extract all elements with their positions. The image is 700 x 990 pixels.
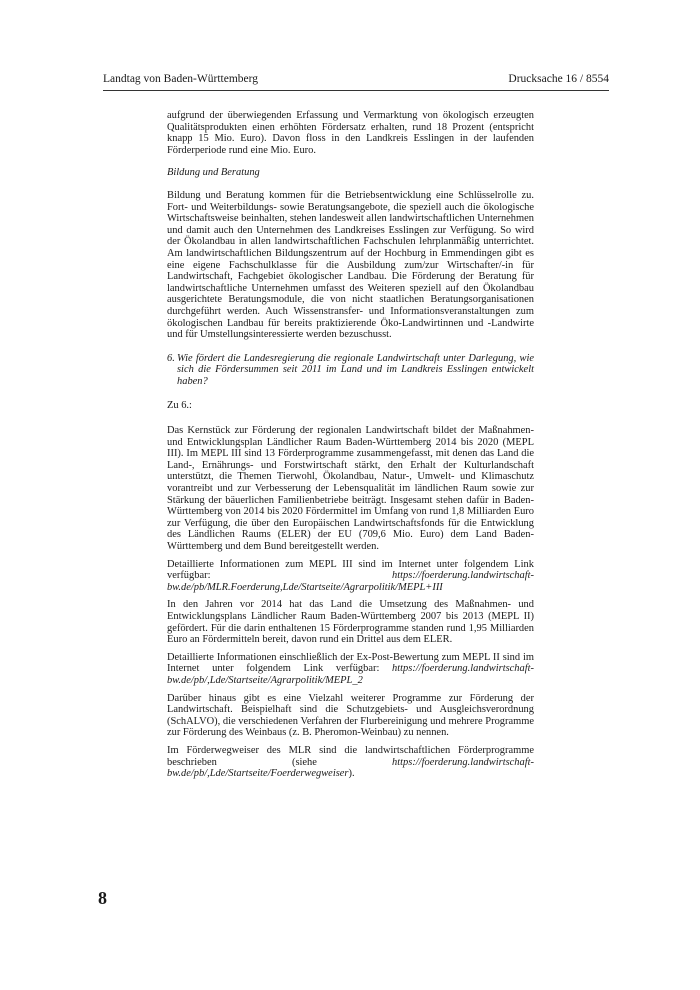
paragraph-mepl-ii: In den Jahren vor 2014 hat das Land die Umsetzung des Maßnahmen- und Entwicklungsplans Ländlicher Raum Baden-Württemberg 2007 bis 2013 (MEPL II) gefördert. Für die darin enthaltenen 15 Förderprogramme standen rund 1,95 Milliarden Euro an Fördermitteln bereit, davon rund ein Drittel aus dem ELER.: [167, 599, 534, 646]
question-text: Wie fördert die Landesregierung die regionale Landwirtschaft unter Darlegung, wie sich die Fördersummen seit 2011 im Land und im Landkreis Esslingen entwickelt haben?: [177, 352, 534, 387]
mepl-ii-link[interactable]: https://foerderung.landwirtschaft-bw.de/pb/,Lde/Startseite/Agrarpolitik/MEPL_2: [167, 663, 534, 686]
paragraph-education-advice: Bildung und Beratung kommen für die Betriebsentwicklung eine Schlüsselrolle zu. Fort- und Weiterbildungs- sowie Beratungsangebote, die speziell auch die ökologische Wirtschaftsweise beinhalten, stehen landesweit allen landwirtschaftlichen Unternehmen und damit auch den Unternehmen des Landkreises Esslingen zur Verfügung. So wird der Ökolandbau in allen landwirtschaftlichen Fachschulen lehrplanmäßig unterrichtet. Am landwirtschaftlichen Bildungszentrum auf der Hochburg in Emmendingen gibt es eine eigene Fachschulklasse für die Ausbildung zum/zur Wirtschafter/-in für Landwirtschaft, Fachgebiet ökologischer Landbau. Die Förderung der Beratung für landwirtschaftliche Unternehmen umfasst des Weiteren speziell auf den Ökolandbau ausgerichtete Beratungsmodule, die von nicht staatlichen Beratungsorganisationen durchgeführt werden. Auch Wissenstransfer- und Informationsveranstaltungen zum ökologischen Landbau für bereits praktizierende Öko-Landwirtinnen und -Landwirte und für Umstellungsinteressierte werden bezuschusst.: [167, 189, 534, 341]
paragraph-mepl-iii: Das Kernstück zur Förderung der regionalen Landwirtschaft bildet der Maßnahmen- und Entwicklungsplan Ländlicher Raum Baden-Württemberg 2014 bis 2020 (MEPL III). Im MEPL III sind 13 Förderprogramme zusammengefasst, mit denen das Land die Land-, Ernährungs- und Forstwirtschaft stärkt, den Erhalt der Kulturlandschaft unterstützt, die Themen Tierwohl, Ökolandbau, Natur-, Umwelt- und Klimaschutz vorantreibt und zur Verbesserung der Lebensqualität im ländlichen Raum sowie zur Stärkung der bäuerlichen Familienbetriebe beiträgt. Insgesamt stehen dafür in Baden-Württemberg von 2014 bis 2020 Fördermittel im Umfang von rund 1,8 Milliarden Euro zur Verfügung, die über den Europäischen Landwirtschaftsfonds für die Entwicklung des Ländlichen Raums (ELER) der EU (709,6 Mio. Euro) dem Land Baden-Württemberg und dem Bund bereitgestellt werden.: [167, 425, 534, 552]
answer-heading: Zu 6.:: [167, 400, 192, 412]
paragraph-further-programs: Darüber hinaus gibt es eine Vielzahl weiterer Programme zur Förderung der Landwirtschaft. Beispielhaft sind die Schutzgebiets- und Ausgleichsverordnung (SchALVO), die verschiedenen Verfahren der Flurbereinigung und mehrere Programme zur Förderung des Weinbaus (z. B. Pheromon-Weinbau) zu nennen.: [167, 692, 534, 739]
foerderwegweiser-intro: Im Förderwegweiser des MLR sind die landwirtschaftlichen Förderprogramme beschrieben (siehe: [167, 744, 534, 768]
paragraph-funding-rate: aufgrund der überwiegenden Erfassung und Vermarktung von ökologisch erzeugten Qualitätsprodukten einen erhöhten Fördersatz erhalten, rund 18 Prozent (entspricht knapp 15 Mio. Euro). Davon floss in den Landkreis Esslingen in der laufenden Förderperiode rund eine Mio. Euro.: [167, 110, 534, 156]
section-subheading: Bildung und Beratung: [167, 167, 260, 179]
paragraph-mepl-iii-link: [167, 559, 534, 594]
document-body: [167, 110, 534, 780]
paragraph-foerderwegweiser: [167, 745, 534, 780]
page-header: [103, 73, 609, 89]
question-6: [167, 353, 534, 388]
foerderwegweiser-link[interactable]: https://foerderung.landwirtschaft-bw.de/pb/,Lde/Startseite/Foerderwegweiser: [167, 756, 534, 780]
question-number: 6.: [167, 352, 175, 364]
paragraph-mepl-ii-link: [167, 652, 534, 687]
mepl-iii-link[interactable]: https://foerderung.landwirtschaft-bw.de/pb/MLR.Foerderung,Lde/Startseite/Agrarpolitik/MEPL+III: [167, 570, 534, 593]
foerderwegweiser-closing: ).: [348, 768, 355, 780]
mepl-iii-link-intro: Detaillierte Informationen zum MEPL III sind im Internet unter folgendem Link verfügbar:: [167, 558, 534, 582]
header-document-number: Drucksache 16 / 8554: [508, 73, 609, 85]
mepl-ii-link-intro: Detaillierte Informationen einschließlich der Ex-Post-Bewertung zum MEPL II sind im Internet unter folgendem Link verfügbar:: [167, 651, 534, 675]
page-number: 8: [98, 888, 107, 908]
header-divider: [103, 90, 609, 91]
header-parliament-name: Landtag von Baden-Württemberg: [103, 73, 258, 85]
